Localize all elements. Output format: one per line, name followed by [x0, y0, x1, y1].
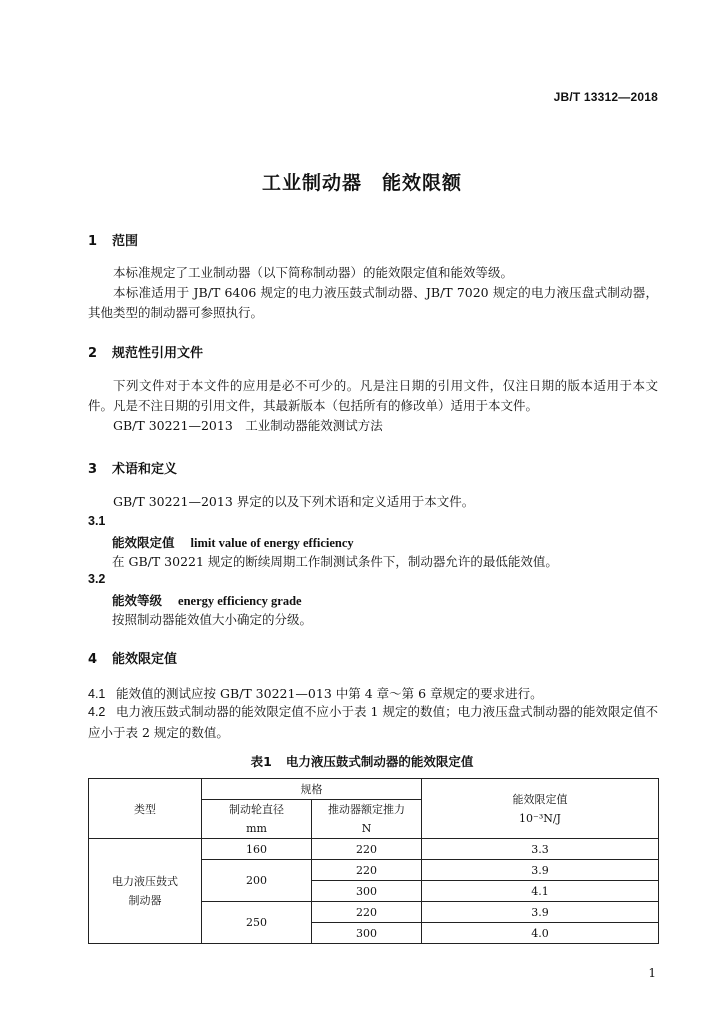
standard-code: JB/T 13312—2018 [553, 90, 658, 104]
wheel-diameter-cell: 200 [202, 860, 312, 902]
section-title: 规范性引用文件 [112, 346, 204, 361]
term-3-2-zh: 能效等级 [112, 593, 163, 608]
term-3-2-en: energy efficiency grade [178, 594, 302, 608]
document-title [0, 168, 724, 195]
normative-reference: GB/T 30221—2013 工业制动器能效测试方法 [113, 418, 383, 433]
section-number: 1 [88, 234, 98, 249]
thrust-cell: 220 [312, 860, 422, 881]
term-3-1-en: limit value of energy efficiency [190, 536, 354, 550]
section-1-paragraph-1: 本标准规定了工业制动器（以下简称制动器）的能效限定值和能效等级。 [113, 265, 514, 280]
section-2-paragraph-1: 下列文件对于本文件的应用是必不可少的。凡是注日期的引用文件，仅注日期的版本适用于本文件。凡是不注日期的引用文件，其最新版本（包括所有的修改单）适用于本文件。 [88, 378, 658, 413]
section-1-heading [88, 230, 138, 249]
clause-4-2 [88, 702, 658, 742]
header-thrust [312, 800, 422, 839]
title-part-1: 工业制动器 [261, 172, 362, 194]
term-3-2 [112, 591, 302, 609]
page-number: 1 [648, 966, 656, 980]
table-1-number: 表1 [250, 754, 272, 769]
term-3-2-definition: 按照制动器能效值大小确定的分级。 [112, 612, 313, 627]
clause-4-1-number: 4.1 [88, 687, 106, 701]
clause-4-2-text: 电力液压鼓式制动器的能效限定值不应小于表 1 规定的数值；电力液压盘式制动器的能效限定值不应小于表 2 规定的数值。 [88, 704, 658, 740]
type-name-line-2: 制动器 [128, 894, 162, 907]
section-4-heading [88, 648, 177, 667]
header-thrust-label: 推动器额定推力 [328, 803, 405, 816]
term-3-1-number: 3.1 [88, 514, 106, 528]
section-number: 4 [88, 652, 98, 667]
header-limit-label: 能效限定值 [512, 792, 568, 806]
limit-cell: 4.0 [422, 923, 659, 944]
limit-cell: 3.3 [422, 839, 659, 860]
thrust-cell: 220 [312, 839, 422, 860]
limit-cell: 4.1 [422, 881, 659, 902]
section-2-heading [88, 342, 203, 361]
wheel-diameter-cell: 250 [202, 902, 312, 944]
term-3-1 [112, 533, 354, 551]
section-3-intro: GB/T 30221—2013 界定的以及下列术语和定义适用于本文件。 [113, 494, 475, 509]
section-title: 范围 [112, 234, 139, 249]
type-name-line-1: 电力液压鼓式 [112, 875, 178, 888]
title-part-2: 能效限额 [382, 172, 463, 194]
table-1-caption [0, 752, 724, 770]
limit-cell: 3.9 [422, 902, 659, 923]
header-type: 类型 [89, 779, 202, 839]
header-wheel-diameter [202, 800, 312, 839]
term-3-1-zh: 能效限定值 [112, 535, 175, 550]
header-spec: 规格 [202, 779, 422, 800]
limit-cell: 3.9 [422, 860, 659, 881]
thrust-cell: 300 [312, 881, 422, 902]
header-limit-unit: 10⁻³N/J [519, 811, 561, 825]
term-3-1-definition: 在 GB/T 30221 规定的断续周期工作制测试条件下，制动器允许的最低能效值。 [112, 554, 558, 569]
section-3-heading [88, 458, 177, 477]
section-number: 3 [88, 462, 98, 477]
table-1-title: 电力液压鼓式制动器的能效限定值 [285, 754, 474, 769]
header-thrust-unit: N [361, 822, 372, 835]
clause-4-1-text: 能效值的测试应按 GB/T 30221—013 中第 4 章～第 6 章规定的要求进行。 [116, 686, 543, 701]
section-title: 术语和定义 [112, 462, 178, 477]
header-limit [422, 779, 659, 839]
thrust-cell: 300 [312, 923, 422, 944]
clause-4-1 [88, 684, 543, 702]
term-3-2-number: 3.2 [88, 572, 106, 586]
section-title: 能效限定值 [112, 652, 178, 667]
type-cell [89, 839, 202, 944]
wheel-diameter-cell: 160 [202, 839, 312, 860]
header-wheel-diameter-label: 制动轮直径 [229, 803, 284, 816]
section-number: 2 [88, 346, 98, 361]
header-wheel-diameter-unit: mm [246, 822, 267, 835]
section-1-paragraph-2: 本标准适用于 JB/T 6406 规定的电力液压鼓式制动器、JB/T 7020 规定的电力液压盘式制动器，其他类型的制动器可参照执行。 [88, 285, 658, 320]
table-row [89, 839, 659, 860]
clause-4-2-number: 4.2 [88, 705, 106, 719]
thrust-cell: 220 [312, 902, 422, 923]
table-1 [88, 778, 659, 944]
table-header-row [89, 779, 659, 800]
